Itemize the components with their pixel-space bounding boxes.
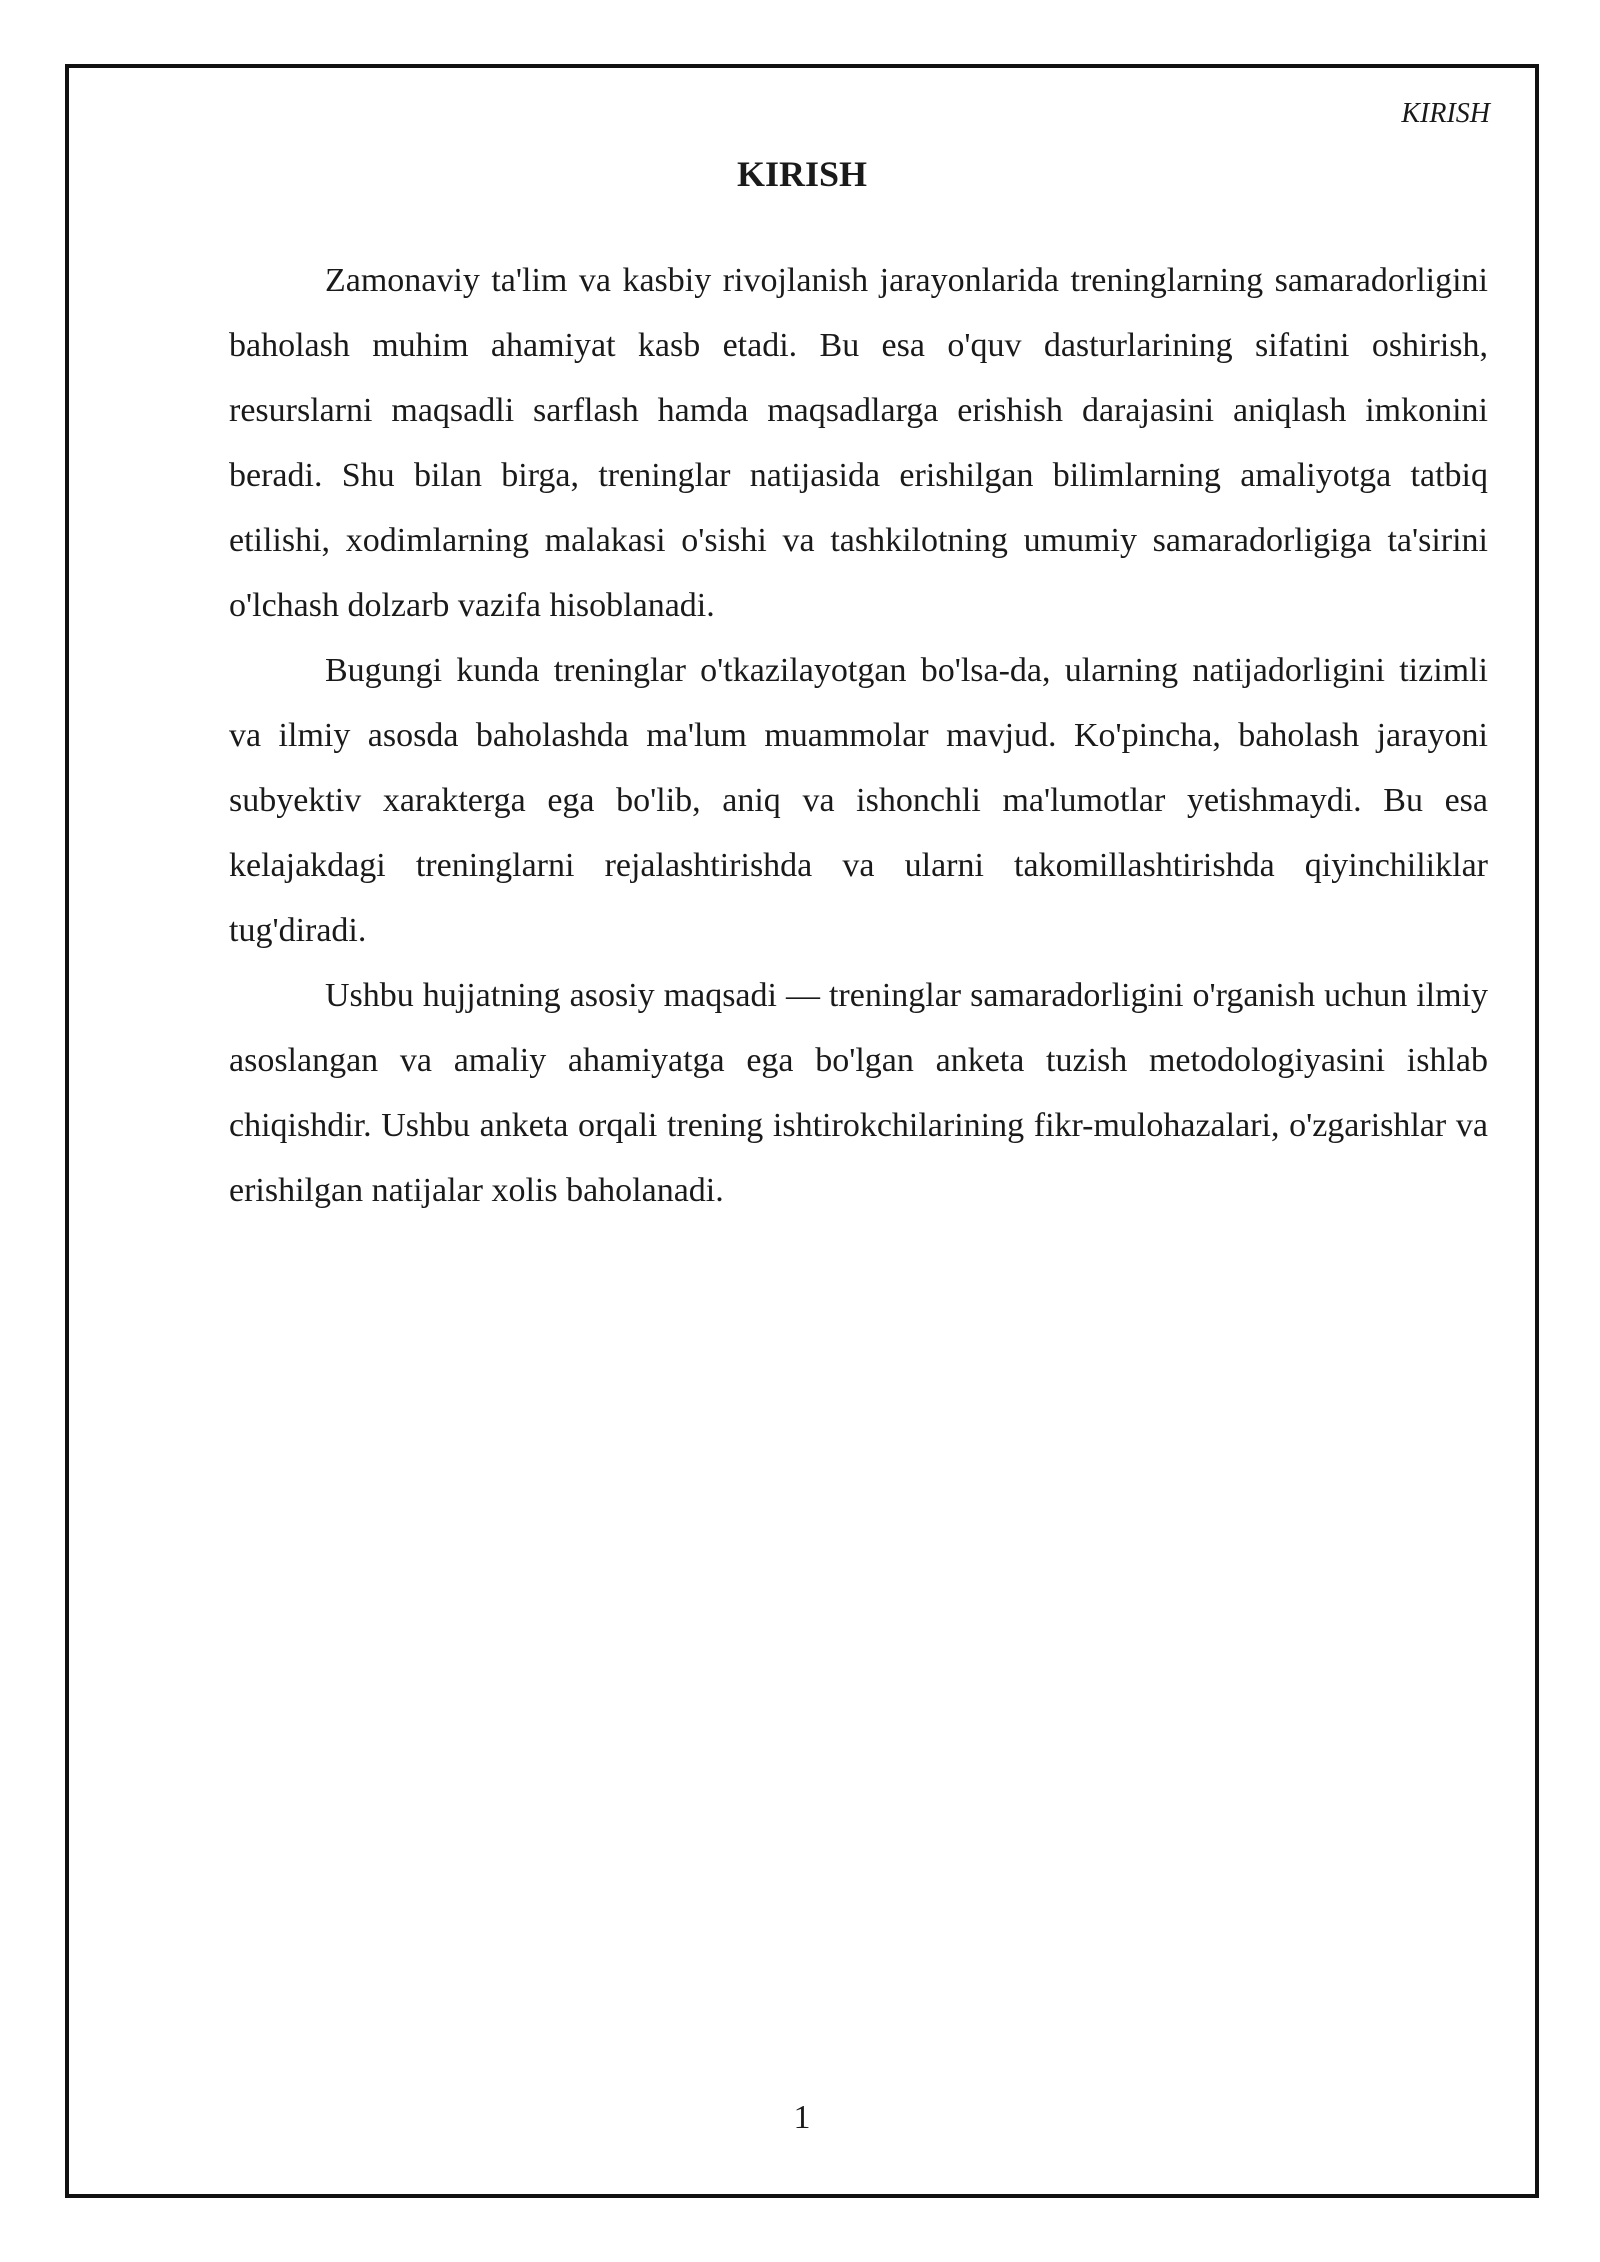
running-header: KIRISH <box>1401 98 1490 129</box>
page-title: KIRISH <box>736 154 868 194</box>
paragraph: Ushbu hujjatning asosiy maqsadi — treninglar samaradorligini o'rganish uchun ilmiy asoslangan va amaliy ahamiyatga ega bo'lgan anketa tuzish metodologiyasini ishlab chiqishdir. Ushbu anketa orqali trening ishtirokchilarining fikr-mulohazalari, o'zgarishlar va erishilgan natijalar xolis baholanadi. <box>229 977 1488 1209</box>
paragraph: Zamonaviy ta'lim va kasbiy rivojlanish jarayonlarida treninglarning samaradorligini baholash muhim ahamiyat kasb etadi. Bu esa o'quv dasturlarining sifatini oshirish, resurslarni maqsadli sarflash hamda maqsadlarga erishish darajasini aniqlash imkonini beradi. Shu bilan birga, treninglar natijasida erishilgan bilimlarning amaliyotga tatbiq etilishi, xodimlarning malakasi o'sishi va tashkilotning umumiy samaradorligiga ta'sirini o'lchash dolzarb vazifa hisoblanadi. <box>229 262 1488 624</box>
document-body <box>229 248 1488 1223</box>
paragraph: Bugungi kunda treninglar o'tkazilayotgan bo'lsa-da, ularning natijadorligini tizimli va ilmiy asosda baholashda ma'lum muammolar mavjud. Ko'pincha, baholash jarayoni subyektiv xarakterga ega bo'lib, aniq va ishonchli ma'lumotlar yetishmaydi. Bu esa kelajakdagi treninglarni rejalashtirishda va ularni takomillashtirishda qiyinchiliklar tug'diradi. <box>229 652 1488 949</box>
page-number: 1 <box>793 2099 811 2136</box>
